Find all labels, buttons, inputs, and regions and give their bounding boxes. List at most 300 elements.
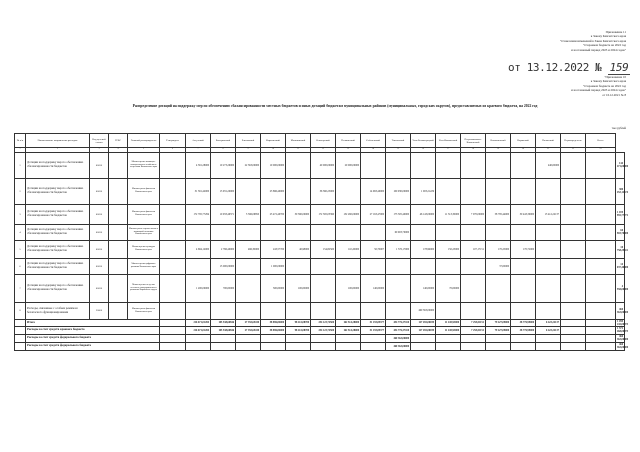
row-value: 13 931,20000 [211,178,236,204]
row-value: 2 766,40000 [211,240,236,258]
total-value [160,326,186,334]
row-value [536,302,561,319]
row-value [511,152,536,178]
row-value: 58 785,44000 [486,204,511,224]
appendix-header [476,30,626,52]
total-label: Расходы за счет средств федерального бюджета [26,342,160,350]
table-row [15,224,625,240]
row-value: 100,00000 [336,274,361,302]
row-value: 440,00000 [536,152,561,178]
column-index: 2 [26,148,90,153]
column-index: 15 [386,148,411,153]
row-value [436,178,461,204]
row-value: 13 000,00000 [211,258,236,274]
column-header: Корякский [511,134,536,148]
row-value: 496,30000 [236,240,261,258]
row-name: Дотации на поддержку мер по обеспечению сбалансированности бюджетов [26,258,90,274]
column-header: № п/п [15,134,26,148]
total-value [561,334,586,342]
row-number: 1 [15,152,26,178]
row-grbs [109,258,128,274]
row-name: Дотации на поддержку мер по обеспечению сбалансированности бюджетов [26,240,90,258]
total-value [411,334,436,342]
total-value [586,319,616,326]
row-value [586,224,616,240]
total-row [15,326,625,334]
total-value [160,334,186,342]
column-header: ГРБС [109,134,128,148]
total-value: 58 896,84000 [261,319,286,326]
total-value [561,319,586,326]
row-code: 60030 [90,258,109,274]
row-value [561,274,586,302]
row-value [586,178,616,204]
row-value: 172 595,03390 [311,204,336,224]
row-code: 60030 [90,274,109,302]
column-index: 23 [586,148,616,153]
column-header: Усть-Большерецкий [411,134,436,148]
total-value: 1 571 468,00975 [617,327,629,333]
row-value: 31 391,42000 [186,178,211,204]
column-index: 14 [361,148,386,153]
row-value: 3 596,06850 [236,204,261,224]
row-value: 23 472,40700 [261,204,286,224]
row-value [160,258,186,274]
row-value [336,178,361,204]
row-value: 178,99000 [411,240,436,258]
row-value: 243,57700 [261,240,286,258]
column-index: 21 [536,148,561,153]
appendix-line: и на плановый период 2023 и 2024 годов" [571,47,626,52]
total-value: 162 514,28000 [336,319,361,326]
row-value: 144 471,00000 [616,152,625,178]
column-header: Усть-Камчатский [436,134,461,148]
row-value: 4 391,28000 [186,152,211,178]
column-index: 8 [211,148,236,153]
total-value: 1 059 242,00973 [617,319,629,326]
row-value [511,224,536,240]
row-code: 60030 [90,224,109,240]
total-value [336,334,361,342]
total-value [511,334,536,342]
row-value: 132 260,00000 [336,204,361,224]
row-value: 7 070,00000 [461,204,486,224]
row-value [486,302,511,319]
row-value: 27 163,47000 [361,204,386,224]
row-value [586,240,616,258]
column-index: 13 [336,148,361,153]
column-header: Утверждено [160,134,186,148]
total-label: Расходы за счет средств федерального бюджета [26,334,160,342]
row-code: 60030 [90,178,109,204]
total-value: 460 363,00000 [617,335,629,341]
row-value [361,258,386,274]
row-value [186,302,211,319]
row-value [411,224,436,240]
total-value [536,334,561,342]
row-grbs [109,224,128,240]
column-header: Алеутский [186,134,211,148]
total-number [15,334,26,342]
row-value [586,152,616,178]
row-grbs [109,274,128,302]
row-value: 4 694,12000 [186,240,211,258]
row-value [236,302,261,319]
row-value: 173 305,40000 [386,204,411,224]
total-label: Расходы за счет средств краевого бюджета [26,326,160,334]
row-code: 20000 [90,302,109,319]
appendix-line: к Закону Камчатского края [590,79,626,84]
column-header: Быстринский [211,134,236,148]
total-value [311,342,336,350]
row-value [536,178,561,204]
row-name: Дотации на поддержку мер по обеспечению сбалансированности бюджетов [26,224,90,240]
column-index: 1 [15,148,26,153]
row-organization: Министерство по делам местного самоуправления и развитию Корякского округа [128,274,160,302]
column-index: 22 [561,148,586,153]
row-value [586,258,616,274]
column-header: Пенжинский [336,134,361,148]
row-value [536,240,561,258]
column-index: 20 [511,148,536,153]
column-header: Код целевой статьи [90,134,109,148]
row-value: 140,00000 [411,274,436,302]
total-value: 127 492,00039 [411,319,436,326]
table-row [15,152,625,178]
row-value [311,274,336,302]
row-value [511,302,536,319]
column-header: Вилючинский [486,134,511,148]
total-value [236,334,261,342]
total-value [236,342,261,350]
row-value [511,178,536,204]
row-value [461,224,486,240]
total-value: 38 776,99000 [511,326,536,334]
column-header: Тигильский [386,134,411,148]
row-grbs [109,240,128,258]
row-value [186,224,211,240]
row-organization: Министерство жилищно-коммунального хозяйства и энергетики Камчатского края [128,152,160,178]
row-value [486,274,511,302]
row-value: 172 795,77284 [186,204,211,224]
column-index: 10 [261,148,286,153]
row-value: 60 903,70000 [386,224,411,240]
row-grbs [109,178,128,204]
row-value [386,152,411,178]
row-value [386,274,411,302]
total-value [286,334,311,342]
total-value: 98 412,08700 [286,326,311,334]
row-value [261,224,286,240]
table-row [15,274,625,302]
row-value: 70,00000 [436,274,461,302]
row-organization: Министерство финансов Камчатского края [128,302,160,319]
total-value: 7 255,01151 [461,326,486,334]
total-value: 27 355,65430 [236,326,261,334]
total-value: 216 671,01284 [186,319,211,326]
total-value [461,334,486,342]
row-grbs [109,204,128,224]
row-value [286,258,311,274]
appendix-line: к Закону Камчатского края [590,34,626,39]
row-value [436,258,461,274]
row-number: 7 [15,274,26,302]
total-value: 6 423,22137 [536,326,561,334]
row-value [586,204,616,224]
total-value: 460 363,00000 [617,343,629,349]
row-value: 380 453,12574 [616,178,625,204]
row-value [311,302,336,319]
total-value: 27 355,65430 [236,319,261,326]
row-number: 3 [15,204,26,224]
total-value: 454 776,37410 [386,326,411,334]
row-value [236,274,261,302]
column-index: 17 [436,148,461,153]
units-label: тыс.рублей [611,126,626,130]
row-value [211,302,236,319]
stamp-number: 159 [609,61,629,74]
total-number [15,342,26,350]
total-value: 254 123,72500 [311,326,336,334]
row-value: 10 000,00000 [261,152,286,178]
row-value: 100 930,00000 [386,178,411,204]
row-value: 37,00000 [486,258,511,274]
row-value: 36 360,25000 [311,178,336,204]
row-value: 22 363,00000 [236,152,261,178]
appendix-line: "Приложение 10 [604,75,626,79]
row-value [160,152,186,178]
row-value [536,224,561,240]
row-value [486,152,511,178]
row-value [461,258,486,274]
column-header: Петропавловск-Камчатский [461,134,486,148]
row-value [160,274,186,302]
column-index: 11 [286,148,311,153]
column-header: Олюторский [311,134,336,148]
row-value [411,258,436,274]
column-header: Всего [586,134,616,148]
row-value [211,224,236,240]
row-value [561,224,586,240]
row-value [561,204,586,224]
row-grbs [109,152,128,178]
total-row [15,342,625,350]
total-number [15,326,26,334]
row-value [561,240,586,258]
row-number: 4 [15,224,26,240]
row-value: 40,98000 [286,240,311,258]
total-value [160,342,186,350]
row-value [561,178,586,204]
row-number: 5 [15,240,26,258]
row-value [436,302,461,319]
total-value [186,334,211,342]
total-value [461,342,486,350]
column-index: 12 [311,148,336,153]
table-row [15,178,625,204]
row-value [286,152,311,178]
row-value [461,152,486,178]
row-organization: Министерство строительства и жилищной политики Камчатского края [128,224,160,240]
column-header: Нераспределено [561,134,586,148]
total-value: 454 776,37410 [386,319,411,326]
row-value: 23 896,40000 [261,178,286,204]
row-name: Дотации на поддержку мер по обеспечению сбалансированности бюджетов [26,152,90,178]
column-header: Соболевский [361,134,386,148]
row-value [236,224,261,240]
total-value [361,342,386,350]
total-value: 460 363,00000 [386,342,411,350]
row-value: 460 363,00000 [616,302,625,319]
row-value [286,302,311,319]
table-body [15,152,629,350]
column-header: Наименование направления расходов [26,134,90,148]
row-value [411,152,436,178]
total-value: 11 445,93000 [436,326,461,334]
row-value: 300,00000 [261,274,286,302]
column-header: Елизовский [236,134,261,148]
total-value: 162 514,28000 [336,326,361,334]
total-value: 127 492,00039 [411,326,436,334]
row-value [536,274,561,302]
row-code: 60030 [90,240,109,258]
row-name: Дотации на поддержку мер по обеспечению сбалансированности бюджетов [26,178,90,204]
column-index: 7 [186,148,211,153]
row-value [336,302,361,319]
row-number: 8 [15,302,26,319]
total-value [411,342,436,350]
row-value [386,302,411,319]
row-value [486,224,511,240]
total-value [561,326,586,334]
total-value: 58 896,84000 [261,326,286,334]
column-index: 18 [461,148,486,153]
column-index: 5 [128,148,160,153]
row-organization: Министерство финансов Камчатского края [128,204,160,224]
stamp-sign: № [595,61,602,74]
row-grbs [109,302,128,319]
total-value [186,342,211,350]
row-value [160,204,186,224]
total-value: 254 123,72500 [311,319,336,326]
appendix-line: от 10.12.2021 № 8 [602,92,626,97]
total-value [261,342,286,350]
row-value [160,224,186,240]
appendix-line: и на плановый период 2023 и 2024 годов" [571,88,626,93]
total-value [586,342,616,350]
row-name: Дотации на поддержку мер по обеспечению сбалансированности бюджетов [26,274,90,302]
row-value: 170,72000 [511,240,536,258]
row-organization: Министерство цифрового развития Камчатского края [128,258,160,274]
row-value: 700,00000 [211,274,236,302]
document-title: Распределение дотаций на поддержку мер по обеспечению сбалансированности местных бюджетов и иных дотаций бюджетам муниципальных районов (муниципальных, городских округов), предоставляемых из краевого бюджета, на 2022 год [132,104,538,108]
row-value [361,224,386,240]
row-value [461,302,486,319]
total-value [211,342,236,350]
row-value [286,178,311,204]
column-header: Главный распорядитель [128,134,160,148]
total-value [336,342,361,350]
total-value: 51 193,85377 [361,326,386,334]
total-value [586,334,616,342]
row-value [536,258,561,274]
table-row [15,258,625,274]
total-row [15,319,625,326]
row-value: 100,00000 [286,274,311,302]
total-value: 7 255,01151 [461,319,486,326]
date-number-stamp [508,61,629,75]
total-value [361,334,386,342]
row-value: 107,17151 [461,240,486,258]
row-value [160,178,186,204]
row-value: 50,70007 [361,240,386,258]
total-value: 79 427,09000 [486,319,511,326]
table-row [15,240,625,258]
row-value [261,302,286,319]
row-value [511,258,536,274]
total-value: 216 671,01284 [186,326,211,334]
total-value [486,342,511,350]
row-value [586,302,616,319]
row-value [236,258,261,274]
row-value: 13 412,22137 [536,204,561,224]
row-organization: Министерство культуры Камчатского края [128,240,160,258]
row-value [461,178,486,204]
stamp-prefix: от [508,61,521,74]
row-value: 154,82500 [311,240,336,258]
row-value: 4 550,00000 [616,274,625,302]
row-code: 60030 [90,204,109,224]
row-value [336,224,361,240]
total-value: 105 538,60846 [211,326,236,334]
column-index: 16 [411,148,436,153]
row-value [160,302,186,319]
appendix-line: "О внесении изменений в Закон Камчатского края [560,38,626,43]
total-value: 38 776,99000 [511,319,536,326]
row-value: 1 200,00000 [186,274,211,302]
row-value [561,152,586,178]
row-value [586,274,616,302]
appendix-line: "О краевом бюджете на 2022 год [583,43,626,48]
row-value: 150,23000 [436,240,461,258]
column-index: 19 [486,148,511,153]
total-value [286,342,311,350]
row-value: 11 313,30000 [436,204,461,224]
row-value [486,178,511,204]
total-value [436,334,461,342]
distribution-table [14,133,629,351]
total-value: 6 423,22137 [536,319,561,326]
total-label: Итого [26,319,160,326]
total-value: 105 538,60846 [211,319,236,326]
row-value: 1 576,17000 [386,240,411,258]
row-code: 60030 [90,152,109,178]
row-name: Расходы, связанные с особым режимом безопасного функционирования [26,302,90,319]
row-value: 30 390,00000 [286,204,311,224]
total-value: 460 363,00000 [386,334,411,342]
total-value: 11 445,93000 [436,319,461,326]
appendix-line: Приложение 11 [605,30,626,34]
total-value [511,342,536,350]
row-value [160,240,186,258]
column-index: 6 [160,148,186,153]
table-row [15,302,625,319]
total-value [160,319,186,326]
total-value: 51 193,85377 [361,319,386,326]
total-row [15,334,625,342]
row-value [386,258,411,274]
row-value: 10 273,29000 [211,152,236,178]
